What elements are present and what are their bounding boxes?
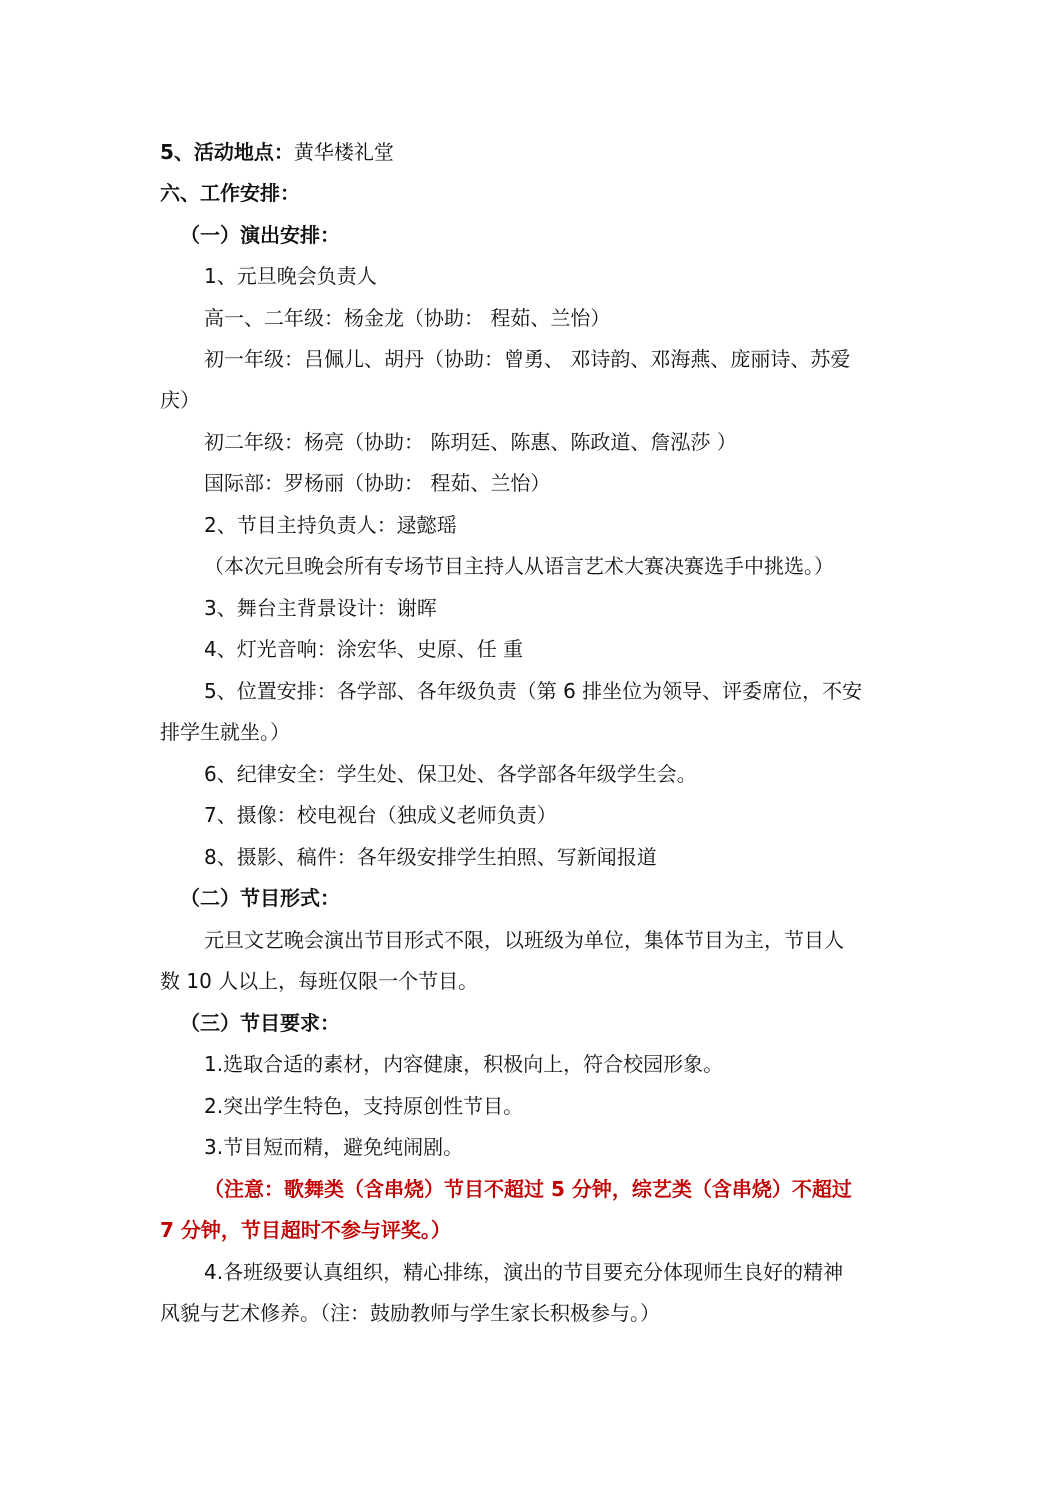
- leaders-junior-grade-1-continued: 庆）: [160, 388, 200, 412]
- host-selection-note: （本次元旦晚会所有专场节目主持人从语言艺术大赛决赛选手中挑选。）: [204, 554, 834, 578]
- requirement-4: 4.各班级要认真组织，精心排练，演出的节目要充分体现师生良好的精神: [204, 1260, 844, 1284]
- section-heading-work-arrangement: 六、工作安排：: [160, 181, 300, 205]
- requirement-3: 3.节目短而精，避免纯闹剧。: [204, 1135, 464, 1159]
- requirement-1: 1.选取合适的素材，内容健康，积极向上，符合校园形象。: [204, 1052, 724, 1076]
- subheading-performance-arrangement: （一）演出安排：: [180, 223, 340, 247]
- activity-location-label: 5、活动地点：: [160, 140, 294, 164]
- item-6-discipline-safety: 6、纪律安全：学生处、保卫处、各学部各年级学生会。: [204, 762, 697, 786]
- subheading-program-format: （二）节目形式：: [180, 886, 340, 910]
- item-5-seating-continued: 排学生就坐。）: [160, 720, 290, 744]
- item-7-video: 7、摄像：校电视台（独成义老师负责）: [204, 803, 557, 827]
- requirement-4-continued: 风貌与艺术修养。（注：鼓励教师与学生家长积极参与。）: [160, 1301, 660, 1325]
- program-format-paragraph-continued: 数 10 人以上，每班仅限一个节目。: [160, 969, 479, 993]
- item-3-stage-design: 3、舞台主背景设计：谢晖: [204, 596, 437, 620]
- requirement-2: 2.突出学生特色，支持原创性节目。: [204, 1094, 524, 1118]
- program-format-paragraph: 元旦文艺晚会演出节目形式不限，以班级为单位，集体节目为主，节目人: [204, 928, 844, 952]
- leaders-international-dept: 国际部：罗杨丽（协助： 程茹、兰怡）: [204, 471, 551, 495]
- time-limit-notice: （注意：歌舞类（含串烧）节目不超过 5 分钟，综艺类（含串烧）不超过: [204, 1177, 852, 1201]
- leaders-junior-grade-1: 初一年级：吕佩儿、胡丹（协助：曾勇、 邓诗韵、邓海燕、庞丽诗、苏爱: [204, 347, 851, 371]
- item-5-seating: 5、位置安排：各学部、各年级负责（第 6 排坐位为领导、评委席位，不安: [204, 679, 863, 703]
- leaders-junior-grade-2: 初二年级：杨亮（协助： 陈玥廷、陈惠、陈政道、詹泓莎 ）: [204, 430, 737, 454]
- time-limit-notice-continued: 7 分钟，节目超时不参与评奖。）: [160, 1218, 451, 1242]
- activity-location-value: 黄华楼礼堂: [293, 140, 394, 164]
- item-8-photo-press: 8、摄影、稿件：各年级安排学生拍照、写新闻报道: [204, 845, 657, 869]
- leaders-senior-grades: 高一、二年级：杨金龙（协助： 程茹、兰怡）: [204, 306, 611, 330]
- subheading-program-requirements: （三）节目要求：: [180, 1011, 340, 1035]
- item-1-party-leaders: 1、元旦晚会负责人: [204, 264, 377, 288]
- item-2-host-leader: 2、节目主持负责人：逯懿瑶: [204, 513, 457, 537]
- activity-location-line: [160, 138, 394, 166]
- item-4-lighting-sound: 4、灯光音响：涂宏华、史原、任 重: [204, 637, 524, 661]
